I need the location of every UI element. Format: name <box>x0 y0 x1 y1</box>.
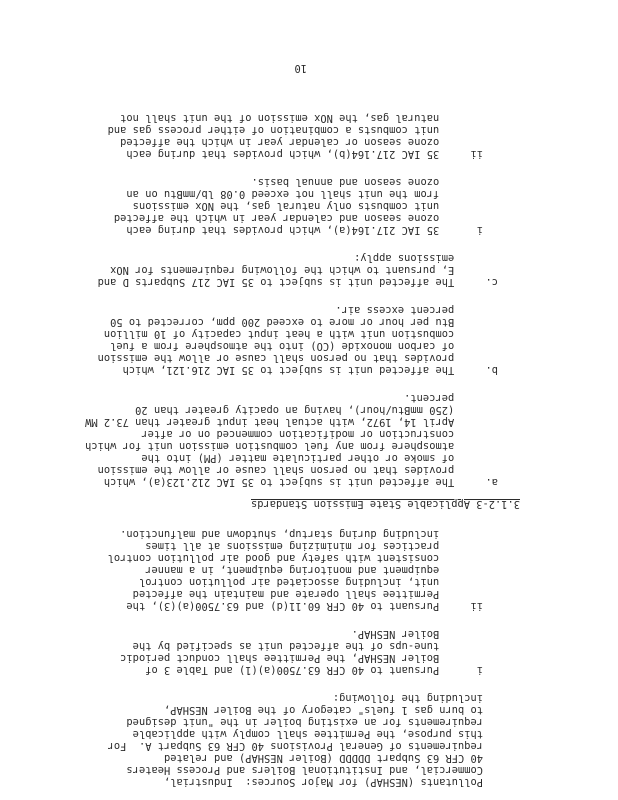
list-item-line: Btu per hour or more to exceed 200 ppm, corrected to 50 <box>110 316 498 328</box>
list-item-line: E, pursuant to which the following requirements for NOx <box>110 264 498 276</box>
list-item-line: tune-ups of the affected unit as specified by the <box>132 640 483 652</box>
list-item-line: b. The affected unit is subject to 35 IAC 216.121, which <box>122 364 498 376</box>
list-item-line: of carbon monoxide (CO) into the atmosphere from a fuel <box>110 340 498 352</box>
list-item-line: a. The affected unit is subject to 35 IAC 212.123(a), which <box>103 476 498 488</box>
list-item-line: combustion unit with a heat input capacity of 10 million <box>103 328 498 340</box>
body-line: requirements for an existing boiler in the "unit designed <box>126 716 483 728</box>
page-number: 10 <box>294 62 307 74</box>
body-line: Pollutants (NESHAP) for Major Sources: Industrial, <box>163 776 483 788</box>
body-line: to burn gas 1 fuels" category of the Boiler NESHAP, <box>163 704 483 716</box>
list-item-line: consistent with safety and good air pollution control <box>107 552 483 564</box>
list-item-line: c. The affected unit is subject to 35 IAC 217 Subparts D and <box>97 276 498 288</box>
list-item-line: i 35 IAC 217.164(a), which provides that during each <box>126 224 483 236</box>
list-item-line: unit, including associated air pollution control <box>138 576 483 588</box>
body-line: this purpose, the Permittee shall comply with applicable <box>132 728 483 740</box>
list-item-line: unit combusts only natural gas, the NOx emissions <box>132 200 483 212</box>
list-item-line: ii Pursuant to 40 CFR 60.11(d) and 63.7500(a)(3), the <box>126 600 483 612</box>
list-item-line: emissions apply: <box>354 252 498 264</box>
list-item-line: including during startup, shutdown and malfunction. <box>120 528 483 540</box>
list-item-line: ozone season and calendar year in which the affected <box>113 212 483 224</box>
list-item-line: construction or modification commenced on or after <box>141 428 498 440</box>
list-item-line: Permittee shall operate and maintain the affected <box>132 588 483 600</box>
section-heading: 3.1.2-3 Applicable State Emission Standards <box>251 498 520 510</box>
body-line: requirements of General Provisions 40 CFR 63 Subpart A. For <box>107 740 483 752</box>
list-item-line: i Pursuant to 40 CFR 63.7500(a)(1) and Table 3 of <box>145 664 483 676</box>
body-line: 40 CFR 63 Subpart DDDDD (Boiler NESHAP) and related <box>163 752 483 764</box>
list-item-line: Boiler NESHAP, the Permittee shall conduct periodic <box>120 652 483 664</box>
list-item-line: atmosphere from any fuel combustion emission unit for which <box>85 440 498 452</box>
list-item-line: percent excess air. <box>335 304 498 316</box>
list-item-line: unit combusts a combination of either process gas and <box>107 124 483 136</box>
list-item-line: natural gas, the NOx emission of the unit shall not <box>120 112 483 124</box>
list-item-line: ozone season and annual basis. <box>251 176 483 188</box>
list-item-line: ii 35 IAC 217.164(b), which provides that during each <box>126 148 483 160</box>
body-line: including the following: <box>332 692 483 704</box>
list-item-line: of smoke or other particulate matter (PM) into the <box>141 452 498 464</box>
list-item-line: (250 mmBtu/hour), having an opacity greater than 20 <box>135 404 498 416</box>
list-item-line: Boiler NESHAP. <box>351 628 483 640</box>
body-line: Commercial, and Institutional Boilers and Process Heaters <box>126 764 483 776</box>
list-item-line: percent. <box>404 392 498 404</box>
list-item-line: practices for minimizing emissions at all times <box>145 540 483 552</box>
list-item-line: from the unit shall not exceed 0.08 lb/mmBtu on an <box>126 188 483 200</box>
list-item-line: provides that no person shall cause or allow the emission <box>97 464 498 476</box>
list-item-line: ozone season or calendar year in which the affected <box>120 136 483 148</box>
list-item-line: provides that no person shall cause or allow the emission <box>97 352 498 364</box>
list-item-line: April 14, 1972, with actual heat input greater than 73.2 MW <box>85 416 498 428</box>
list-item-line: equipment and monitoring equipment, in a manner <box>145 564 483 576</box>
